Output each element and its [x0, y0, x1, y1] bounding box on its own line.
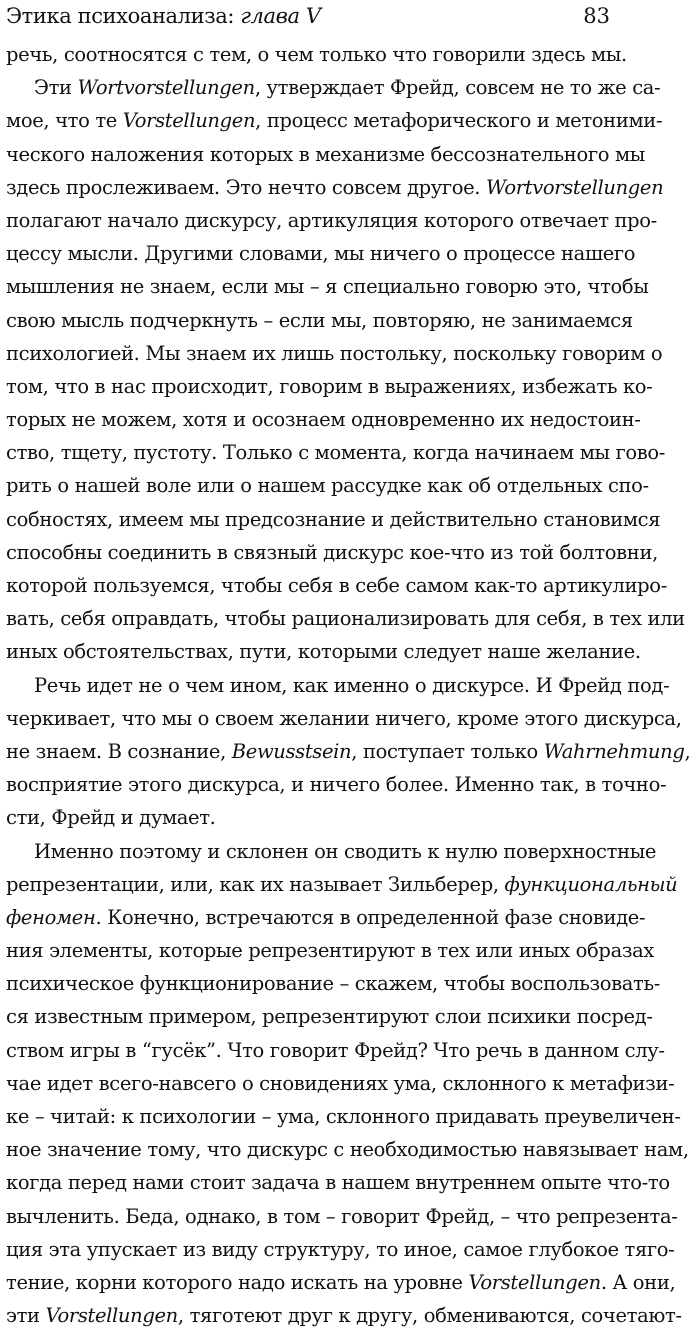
text-line — [6, 901, 616, 934]
italic-term: Vorstellungen — [468, 1271, 600, 1294]
text-segment: которой пользуемся, чтобы себя в себе самом как-то артикулиро- — [6, 574, 667, 597]
text-segment: когда перед нами стоит задача в нашем внутреннем опыте что-то — [6, 1171, 670, 1194]
text-segment: , — [685, 740, 690, 763]
text-line — [6, 370, 616, 403]
text-segment: ция эта упускает из виду структуру, то иное, самое глубокое тяго- — [6, 1238, 674, 1261]
text-segment: черкивает, что мы о своем желании ничего, кроме этого дискурса, — [6, 707, 682, 730]
text-line — [6, 635, 616, 668]
text-line — [6, 38, 616, 71]
text-line — [6, 569, 616, 602]
text-segment: . А они, — [601, 1271, 676, 1294]
text-line — [6, 967, 616, 1000]
text-line — [6, 469, 616, 502]
text-segment: , утверждает Фрейд, совсем не то же са- — [255, 76, 660, 99]
text-line — [6, 1034, 616, 1067]
text-line — [6, 702, 616, 735]
text-segment: вычленить. Беда, однако, в том – говорит Фрейд, – что репрезента- — [6, 1205, 678, 1228]
text-line — [6, 71, 616, 104]
text-segment: психическое функционирование – скажем, чтобы воспользовать- — [6, 972, 660, 995]
italic-term: функциональный — [505, 873, 678, 896]
text-segment: . Конечно, встречаются в определенной фазе сновиде- — [96, 906, 646, 929]
italic-term: Bewusstsein — [232, 740, 351, 763]
text-segment: , процесс метафорического и метоними- — [255, 109, 662, 132]
text-segment: Именно поэтому и склонен он сводить к нулю поверхностные — [34, 840, 656, 863]
text-line — [6, 270, 616, 303]
text-segment: ное значение тому, что дискурс с необходимостью навязывает нам, — [6, 1138, 689, 1161]
text-segment: здесь прослеживаем. Это нечто совсем другое. — [6, 176, 486, 199]
text-segment: ся известным примером, репрезентируют слои психики посред- — [6, 1005, 653, 1028]
text-segment: вать, себя оправдать, чтобы рационализировать для себя, в тех или — [6, 607, 685, 630]
text-line — [6, 204, 616, 237]
text-line — [6, 801, 616, 834]
text-line — [6, 768, 616, 801]
text-line — [6, 868, 616, 901]
text-segment: репрезентации, или, как их называет Зильберер, — [6, 873, 505, 896]
text-segment: Эти — [34, 76, 78, 99]
text-line — [6, 602, 616, 635]
text-line — [6, 237, 616, 270]
running-head — [6, 0, 616, 38]
italic-term: Vorstellungen — [123, 109, 255, 132]
text-line — [6, 337, 616, 370]
text-segment: психологией. Мы знаем их лишь постольку, поскольку говорим о — [6, 342, 662, 365]
text-segment: иных обстоятельствах, пути, которыми следует наше желание. — [6, 640, 641, 663]
text-segment: рить о нашей воле или о нашем рассудке как об отдельных спо- — [6, 474, 649, 497]
italic-term: Wortvorstellungen — [78, 76, 255, 99]
text-segment: не знаем. В сознание, — [6, 740, 232, 763]
text-line — [6, 1000, 616, 1033]
text-line — [6, 1233, 616, 1266]
text-segment: собностях, имеем мы предсознание и действительно становимся — [6, 508, 660, 531]
text-segment: полагают начало дискурсу, артикуляция которого отвечает про- — [6, 209, 657, 232]
text-line — [6, 1166, 616, 1199]
text-line — [6, 536, 616, 569]
text-segment: цессу мысли. Другими словами, мы ничего о процессе нашего — [6, 242, 635, 265]
italic-term: Wahrnehmung — [544, 740, 685, 763]
text-segment: торых не можем, хотя и осознаем одновременно их недостоин- — [6, 408, 641, 431]
text-segment: чае идет всего-навсего о сновидениях ума, склонного к метафизи- — [6, 1072, 674, 1095]
body-text — [6, 38, 616, 1332]
text-line — [6, 171, 616, 204]
text-line — [6, 1133, 616, 1166]
text-line — [6, 934, 616, 967]
text-line — [6, 1067, 616, 1100]
text-line — [6, 1100, 616, 1133]
text-segment: свою мысль подчеркнуть – если мы, повторяю, не занимаемся — [6, 309, 633, 332]
italic-term: Vorstellungen — [46, 1304, 178, 1327]
text-segment: , тяготеют друг к другу, обмениваются, сочетают- — [178, 1304, 682, 1327]
text-line — [6, 304, 616, 337]
text-line — [6, 1266, 616, 1299]
text-segment: Речь идет не о чем ином, как именно о дискурсе. И Фрейд под- — [34, 674, 669, 697]
page-number: 83 — [583, 2, 610, 30]
text-segment: мое, что те — [6, 109, 123, 132]
text-line — [6, 436, 616, 469]
text-segment: ство, тщету, пустоту. Только с момента, когда начинаем мы гово- — [6, 441, 665, 464]
running-title-chapter: глава V — [240, 4, 320, 28]
text-line — [6, 1200, 616, 1233]
italic-term: феномен — [6, 906, 96, 929]
text-line — [6, 503, 616, 536]
text-segment: ческого наложения которых в механизме бессознательного мы — [6, 143, 645, 166]
text-segment: ния элементы, которые репрезентируют в тех или иных образах — [6, 939, 654, 962]
text-segment: способны соединить в связный дискурс кое-что из той болтовни, — [6, 541, 658, 564]
text-line — [6, 835, 616, 868]
text-segment: том, что в нас происходит, говорим в выражениях, избежать ко- — [6, 375, 652, 398]
text-line — [6, 669, 616, 702]
text-segment: ством игры в “гусёк”. Что говорит Фрейд? Что речь в данном слу- — [6, 1039, 665, 1062]
text-segment: мышления не знаем, если мы – я специально говорю это, чтобы — [6, 275, 648, 298]
text-line — [6, 735, 616, 768]
text-segment: сти, Фрейд и думает. — [6, 806, 216, 829]
text-segment: эти — [6, 1304, 46, 1327]
running-title — [6, 2, 321, 30]
text-segment: ке – читай: к психологии – ума, склонного придавать преувеличен- — [6, 1105, 681, 1128]
italic-term: Wortvorstellungen — [486, 176, 663, 199]
text-segment: тение, корни которого надо искать на уровне — [6, 1271, 468, 1294]
text-segment: речь, соотносятся с тем, о чем только что говорили здесь мы. — [6, 43, 627, 66]
text-line — [6, 138, 616, 171]
text-segment: , поступает только — [351, 740, 543, 763]
text-segment: восприятие этого дискурса, и ничего более. Именно так, в точно- — [6, 773, 666, 796]
running-title-book: Этика психоанализа: — [6, 4, 240, 28]
text-line — [6, 104, 616, 137]
text-line — [6, 1299, 616, 1332]
text-line — [6, 403, 616, 436]
